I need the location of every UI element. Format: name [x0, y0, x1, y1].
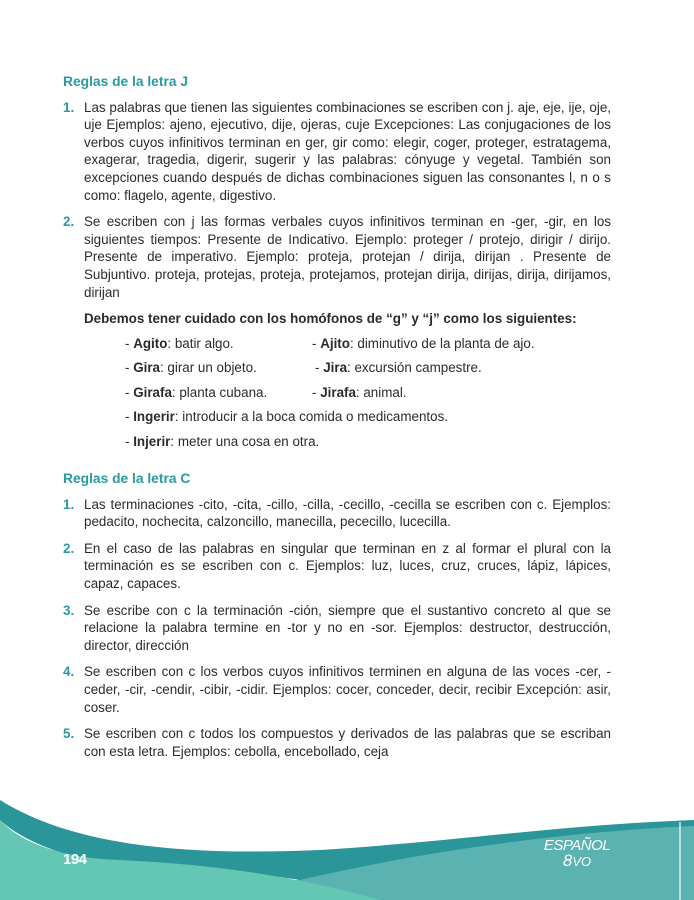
rule-item	[63, 725, 611, 760]
rule-item	[63, 496, 611, 531]
page-content	[63, 73, 611, 759]
section-letter-j	[63, 73, 611, 457]
rules-list	[63, 496, 611, 761]
homophone-row	[125, 433, 611, 458]
homophone-single: - Injerir: meter una cosa en otra.	[125, 433, 320, 449]
homophone-row	[125, 408, 611, 433]
rule-item	[63, 99, 611, 205]
homophone-right: - Jirafa: animal.	[312, 384, 407, 400]
homophone-left: - Agito: batir algo.	[125, 335, 234, 351]
rule-number: 3.	[63, 602, 75, 618]
homophone-right: - Jira: excursión campestre.	[315, 360, 482, 376]
rule-item	[63, 602, 611, 655]
homophones-list	[63, 335, 611, 458]
homophone-row	[125, 335, 611, 360]
rules-list	[63, 99, 611, 302]
homophone-row	[125, 384, 611, 409]
rule-text: En el caso de las palabras en singular que terminan en z al formar el plural con la terminación es se escriben con c. Ejemplos: luz, luces, cruz, cruces, lápiz, lápices, capaz, capaces.	[84, 540, 611, 591]
rule-text: Se escribe con c la terminación -ción, siempre que el sustantivo concreto al que se relacione la palabra termine en -tor y no en -sor. Ejemplos: destructor, destrucción, director, dirección	[84, 602, 611, 653]
book-brand	[537, 838, 617, 869]
section-letter-c	[63, 470, 611, 769]
section-title: Reglas de la letra J	[63, 74, 189, 89]
section-title: Reglas de la letra C	[63, 471, 191, 486]
rule-item	[63, 213, 611, 301]
rule-text: Se escriben con c los verbos cuyos infinitivos terminen en alguna de las voces -cer, -ceder, -cir, -cendir, -cibir, -cidir. Ejemplos: cocer, conceder, decir, recibir Excepción: asir, coser.	[84, 664, 611, 715]
rule-number: 2.	[63, 540, 75, 556]
rule-number: 1.	[63, 99, 75, 115]
homophones-note: Debemos tener cuidado con los homófonos de “g” y “j” como los siguientes:	[84, 311, 577, 327]
rule-number: 4.	[63, 664, 75, 680]
homophone-single: - Ingerir: introducir a la boca comida o medicamentos.	[125, 409, 449, 425]
rule-number: 1.	[63, 496, 75, 512]
brand-grade: 8VO	[562, 851, 592, 870]
page-number: 194	[63, 851, 87, 868]
rule-item	[63, 540, 611, 593]
homophone-left: - Girafa: planta cubana.	[125, 384, 268, 400]
rule-text: Las terminaciones -cito, -cita, -cillo, -cilla, -cecillo, -cecilla se escriben con c. Ejemplos: pedacito, nochecita, calzoncillo, manecilla, pececillo, lucecilla.	[84, 496, 611, 530]
homophone-right: - Ajito: diminutivo de la planta de ajo.	[312, 335, 535, 351]
homophone-left: - Gira: girar un objeto.	[125, 360, 257, 376]
rule-item	[63, 663, 611, 716]
brand-subject: ESPAÑOL	[543, 837, 611, 854]
rule-text: Las palabras que tienen las siguientes combinaciones se escriben con j. aje, eje, ije, oje, uje Ejemplos: ajeno, ejecutivo, dije, ojeras, cuje Excepciones: Las conjugaciones de los verbos cuyos infinitivos terminan en ger, gir como: elegir, coger, proteger, estratagema, exagerar, tragedia, digerir, sugerir y las palabras: cónyuge y vegetal. También son excepciones cuando después de dichas combinaciones siguen las consonantes l, n o s como: flagelo, agente, digestivo.	[84, 99, 611, 203]
homophone-row	[125, 359, 611, 384]
rule-text: Se escriben con c todos los compuestos y derivados de las palabras que se escriban con esta letra. Ejemplos: cebolla, encebollado, ceja	[84, 726, 611, 759]
rule-number: 2.	[63, 214, 75, 230]
rule-number: 5.	[63, 726, 75, 742]
rule-text: Se escriben con j las formas verbales cuyos infinitivos terminan en -ger, -gir, en los siguientes tiempos: Presente de Indicativo. Ejemplo: proteger / protejo, dirigir / dirijo. Presente de imperativo. Ejemplo: proteja, protejan / dirija, dirijan . Presente de Subjuntivo. proteja, protejas, proteja, protejamos, protejan dirija, dirijas, dirija, dirijamos, dirijan	[84, 214, 611, 300]
